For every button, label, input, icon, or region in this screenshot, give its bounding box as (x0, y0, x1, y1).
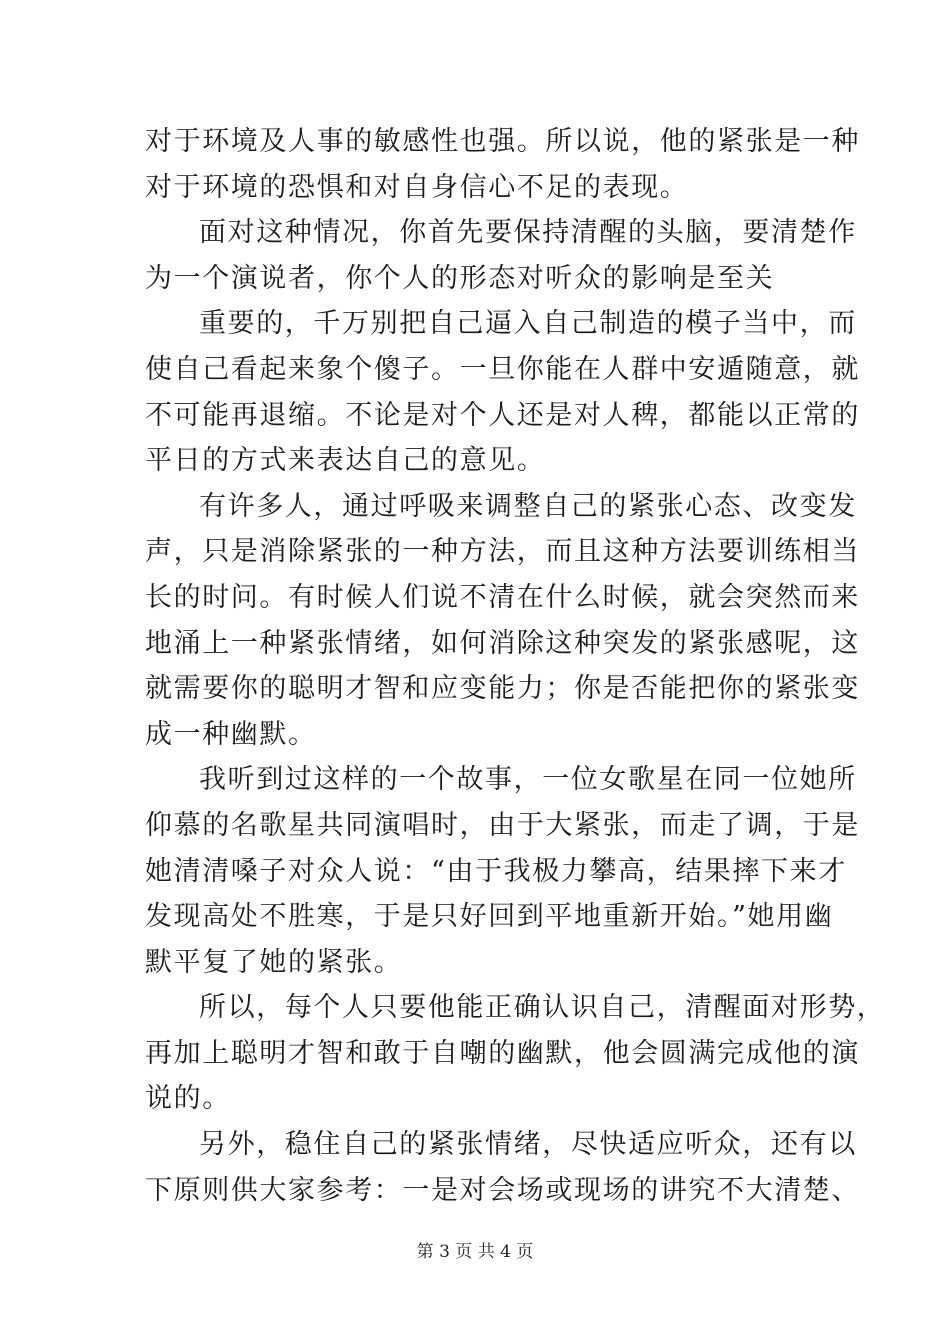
page-footer: 第 3 页 共 4 页 (416, 1242, 534, 1262)
text-line: 我听到过这样的一个故事，一位女歌星在同一位她所 (199, 764, 857, 796)
text-line: 下原则供大家参考：一是对会场或现场的讲究不大清楚、 (145, 1174, 860, 1206)
text-line: 声，只是消除紧张的一种方法，而且这种方法要训练相当 (145, 536, 860, 568)
text-line: 她清清嗓子对众人说：“由于我极力攀高，结果摔下来才 (145, 855, 847, 887)
text-line: 重要的，千万别把自己逼入自己制造的模子当中，而 (199, 308, 857, 340)
text-line: 对于环境及人事的敏感性也强。所以说，他的紧张是一种 (145, 126, 860, 157)
text-line: 长的时问。有时候人们说不清在什么时候，就会突然而来 (145, 581, 860, 613)
text-line: 平日的方式来表达自己的意见。 (145, 445, 546, 477)
document-body (145, 119, 886, 1213)
text-line: 发现高处不胜寒，于是只好回到平地重新开始。”她用幽 (145, 901, 834, 933)
text-line: 说的。 (145, 1083, 231, 1115)
text-line: 面对这种情况，你首先要保持清醒的头脑，要清楚作 (199, 217, 857, 249)
text-line: 默平复了她的紧张。 (145, 946, 403, 978)
text-line: 使自己看起来象个傻子。一旦你能在人群中安遁随意，就 (145, 353, 860, 385)
text-line: 有许多人，通过呼吸来调整自己的紧张心态、改变发 (199, 490, 857, 522)
text-line: 为一个演说者，你个人的形态对听众的影响是至关 (145, 262, 775, 294)
text-line: 仰慕的名歌星共同演唱时，由于大紧张，而走了调，于是 (145, 809, 860, 841)
text-line: 就需要你的聪明才智和应变能力；你是否能把你的紧张变 (145, 673, 860, 705)
text-line: 成一种幽默。 (145, 718, 317, 750)
text-line: 再加上聪明才智和敢于自嘲的幽默，他会圆满完成他的演 (145, 1037, 860, 1069)
text-line: 地涌上一种紧张情绪，如何消除这种突发的紧张感呢，这 (145, 627, 860, 659)
text-line: 所以，每个人只要他能正确认识自己，清醒面对形势， (199, 992, 886, 1024)
text-line: 对于环境的恐惧和对自身信心不足的表现。 (145, 171, 689, 203)
text-line: 另外，稳住自己的紧张情绪，尽快适应听众，还有以 (199, 1129, 857, 1161)
text-line: 不可能再退缩。不论是对个人还是对人稗，都能以正常的 (145, 399, 860, 431)
